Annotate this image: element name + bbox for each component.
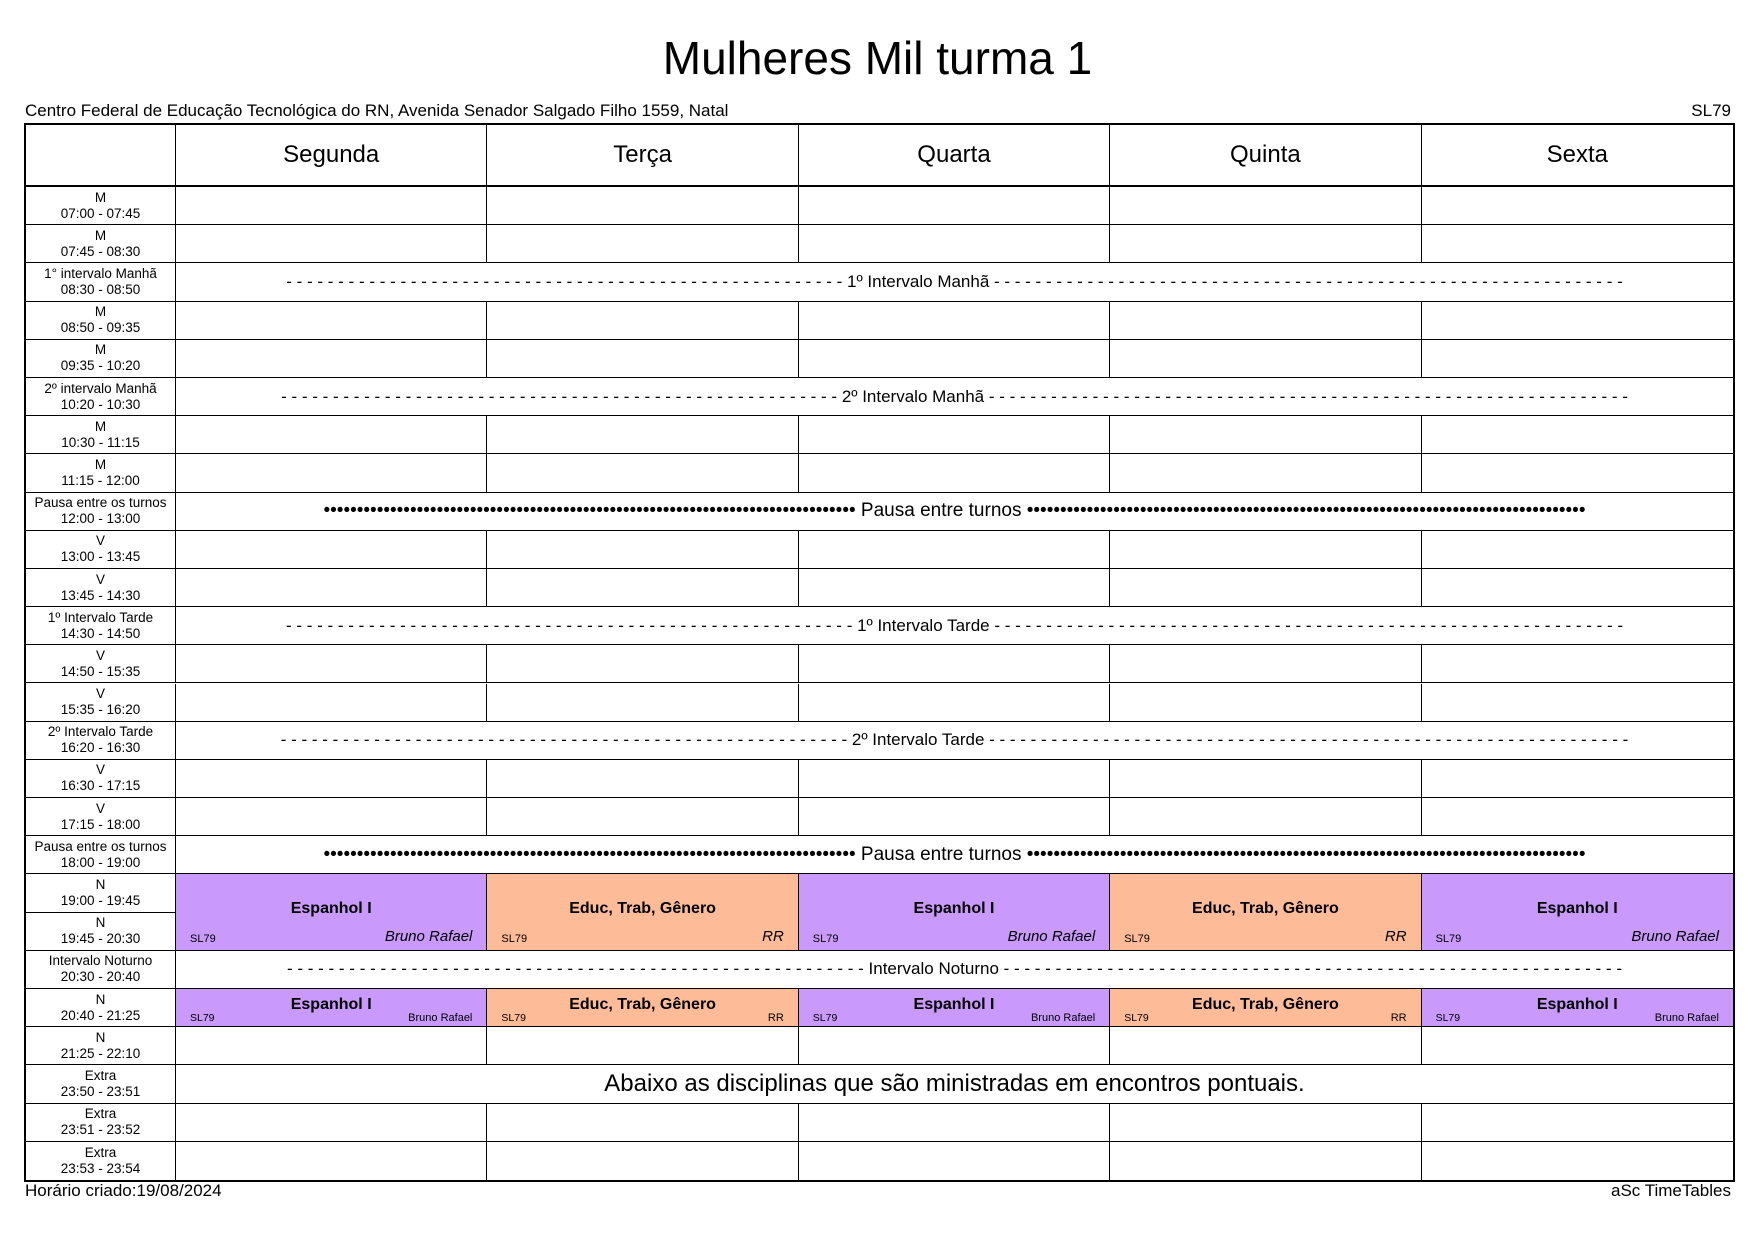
day-header: Terça [487, 125, 798, 187]
period-time: 21:25 - 22:10 [60, 1045, 141, 1061]
period-time: 07:00 - 07:45 [60, 205, 141, 221]
period-time: 15:35 - 16:20 [60, 702, 141, 718]
lesson-teacher: Bruno Rafael [384, 927, 473, 945]
lesson-room: SL79 [1435, 1012, 1461, 1025]
timetable-cell [799, 225, 1110, 263]
period-name: M [94, 418, 107, 434]
period-time: 13:45 - 14:30 [60, 587, 141, 603]
lesson-room: SL79 [501, 932, 528, 945]
timetable-cell [799, 760, 1110, 798]
timetable-cell [1110, 684, 1421, 722]
timetable-cell [1422, 340, 1733, 378]
lesson-teacher: RR [767, 1012, 784, 1025]
timetable-cell [1110, 340, 1421, 378]
period-name: N [95, 877, 106, 893]
timetable-cell [176, 531, 487, 569]
timetable-cell [799, 531, 1110, 569]
lesson-card[interactable] [487, 874, 798, 950]
period-name: V [95, 533, 105, 549]
timetable-cell [1110, 798, 1421, 836]
period-name: 2º intervalo Manhã [44, 380, 157, 396]
lesson-teacher: RR [1390, 1012, 1407, 1025]
timetable-cell [1110, 454, 1421, 492]
timetable-cell [799, 684, 1110, 722]
period-label [26, 569, 176, 607]
timetable-cell [1422, 1104, 1733, 1142]
timetable-cell [176, 1142, 487, 1180]
lesson-teacher: Bruno Rafael [1030, 1012, 1096, 1025]
period-name: N [95, 991, 106, 1007]
timetable-cell [176, 225, 487, 263]
timetable-cell [1422, 225, 1733, 263]
timetable-cell [799, 1027, 1110, 1065]
break-banner: - - - - - - - - - - - - - - - - - - - - - - - - - - - - - - - - - - - - - - - - - - - - - - - - - - - - - - 1º Intervalo Manhã - - - - - - - - - - - - - - - - - - - - - - - - - - - - - - - - - - - - - - - - - - - - - - - - - - - - - - - - - - - - - [176, 263, 1733, 301]
period-time: 19:00 - 19:45 [60, 893, 141, 909]
period-label [26, 951, 176, 989]
period-time: 23:51 - 23:52 [60, 1122, 141, 1138]
period-time: 20:40 - 21:25 [60, 1007, 141, 1023]
timetable-cell [1422, 187, 1733, 225]
header-corner [26, 125, 176, 187]
period-name: M [94, 456, 107, 472]
period-label [26, 1104, 176, 1142]
lesson-subject: Espanhol I [913, 900, 995, 918]
created-date: Horário criado:19/08/2024 [25, 1181, 222, 1200]
period-name: V [95, 647, 105, 663]
period-label [26, 798, 176, 836]
lesson-subject: Educ, Trab, Gênero [569, 996, 716, 1014]
period-label [26, 684, 176, 722]
period-label [26, 531, 176, 569]
period-label [26, 1142, 176, 1180]
timetable-cell [799, 645, 1110, 683]
period-name: Pausa entre os turnos [34, 838, 167, 854]
period-time: 19:45 - 20:30 [60, 931, 141, 947]
period-time: 23:50 - 23:51 [60, 1084, 141, 1100]
timetable-cell [1422, 454, 1733, 492]
lesson-room: SL79 [190, 1012, 215, 1025]
lesson-subject: Espanhol I [1536, 996, 1618, 1014]
lesson-subject: Espanhol I [290, 900, 372, 918]
period-label [26, 874, 176, 912]
period-label [26, 607, 176, 645]
period-label [26, 378, 176, 416]
period-name: N [95, 1029, 106, 1045]
timetable-cell [487, 760, 798, 798]
timetable-cell [176, 798, 487, 836]
period-name: V [95, 571, 105, 587]
period-label [26, 1065, 176, 1103]
lesson-card[interactable] [176, 989, 487, 1027]
period-time: 12:00 - 13:00 [60, 511, 141, 527]
lesson-card[interactable] [176, 874, 487, 950]
period-time: 08:30 - 08:50 [60, 281, 141, 297]
timetable-cell [487, 416, 798, 454]
period-time: 16:30 - 17:15 [60, 778, 141, 794]
school-address: Centro Federal de Educação Tecnológica do RN, Avenida Senador Salgado Filho 1559, Natal [25, 101, 729, 120]
lesson-subject: Espanhol I [1536, 900, 1618, 918]
period-time: 14:30 - 14:50 [60, 625, 141, 641]
period-label [26, 913, 176, 951]
period-name: M [94, 227, 107, 243]
timetable-cell [799, 454, 1110, 492]
timetable-cell [487, 302, 798, 340]
period-time: 13:00 - 13:45 [60, 549, 141, 565]
period-name: M [94, 304, 107, 320]
timetable-cell [1422, 302, 1733, 340]
period-label [26, 187, 176, 225]
break-banner: - - - - - - - - - - - - - - - - - - - - - - - - - - - - - - - - - - - - - - - - - - - - - - - - - - - - - - - 2º Intervalo Tarde - - - - - - - - - - - - - - - - - - - - - - - - - - - - - - - - - - - - - - - - - - - - - - - - - - - - - - - - - - - - - - [176, 722, 1733, 760]
lesson-card[interactable] [799, 989, 1110, 1027]
timetable-cell [1110, 645, 1421, 683]
timetable-cell [487, 340, 798, 378]
lesson-teacher: Bruno Rafael [1007, 927, 1096, 945]
timetable-cell [1422, 760, 1733, 798]
lesson-teacher: RR [762, 927, 784, 945]
lesson-room: SL79 [1124, 932, 1150, 945]
timetable-cell [1110, 187, 1421, 225]
timetable-cell [176, 187, 487, 225]
lesson-card[interactable] [487, 989, 798, 1027]
timetable-cell [487, 684, 798, 722]
timetable-cell [799, 187, 1110, 225]
period-time: 08:50 - 09:35 [60, 320, 141, 336]
lesson-subject: Educ, Trab, Gênero [1192, 900, 1339, 918]
room-code: SL79 [1691, 101, 1731, 120]
period-time: 14:50 - 15:35 [60, 663, 141, 679]
lesson-card[interactable] [1110, 989, 1421, 1027]
period-name: N [95, 915, 106, 931]
period-label [26, 760, 176, 798]
timetable-cell [799, 1104, 1110, 1142]
timetable-cell [176, 684, 487, 722]
period-label [26, 645, 176, 683]
lesson-room: SL79 [1124, 1012, 1149, 1025]
timetable-cell [487, 569, 798, 607]
day-header: Sexta [1422, 125, 1733, 187]
period-label [26, 263, 176, 301]
timetable-cell [1110, 225, 1421, 263]
page-title: Mulheres Mil turma 1 [662, 32, 1093, 84]
timetable-cell [176, 760, 487, 798]
lesson-subject: Espanhol I [290, 996, 372, 1014]
timetable-cell [176, 340, 487, 378]
day-header: Segunda [176, 125, 487, 187]
timetable-cell [1110, 531, 1421, 569]
period-label [26, 989, 176, 1027]
period-time: 18:00 - 19:00 [60, 854, 141, 870]
period-time: 10:20 - 10:30 [60, 396, 141, 412]
period-label [26, 302, 176, 340]
lesson-card[interactable] [1422, 874, 1733, 950]
lesson-teacher: Bruno Rafael [1631, 927, 1719, 945]
timetable-cell [1110, 416, 1421, 454]
period-name: V [95, 686, 105, 702]
break-banner: •••••••••••••••••••••••••••••••••••••••••••••••••••••••••••••••••••••••••••••••• Pausa entre turnos •••••••••••••••••••••••••••••••••••••••••••••••••••••••••••••••••••••••••••••••••••• [176, 836, 1733, 874]
period-name: 2º Intervalo Tarde [47, 724, 154, 740]
period-name: Extra [84, 1068, 117, 1084]
period-name: Extra [84, 1106, 117, 1122]
break-banner: - - - - - - - - - - - - - - - - - - - - - - - - - - - - - - - - - - - - - - - - - - - - - - - - - - - - - - - - Intervalo Noturno - - - - - - - - - - - - - - - - - - - - - - - - - - - - - - - - - - - - - - - - - - - - - - - - - - - - - - - - - - - - [176, 951, 1733, 989]
period-label [26, 340, 176, 378]
timetable-cell [1422, 645, 1733, 683]
break-banner: •••••••••••••••••••••••••••••••••••••••••••••••••••••••••••••••••••••••••••••••• Pausa entre turnos •••••••••••••••••••••••••••••••••••••••••••••••••••••••••••••••••••••••••••••••••••• [176, 493, 1733, 531]
lesson-teacher: Bruno Rafael [408, 1012, 473, 1025]
period-time: 09:35 - 10:20 [60, 358, 141, 374]
timetable-cell [1110, 1142, 1421, 1180]
timetable-cell [1422, 1027, 1733, 1065]
timetable-cell [1422, 1142, 1733, 1180]
timetable-cell [799, 302, 1110, 340]
timetable-cell [1110, 569, 1421, 607]
period-time: 11:15 - 12:00 [61, 472, 140, 488]
period-name: 1º Intervalo Tarde [47, 609, 154, 625]
period-name: Extra [84, 1144, 117, 1160]
break-banner: - - - - - - - - - - - - - - - - - - - - - - - - - - - - - - - - - - - - - - - - - - - - - - - - - - - - - - 2º Intervalo Manhã - - - - - - - - - - - - - - - - - - - - - - - - - - - - - - - - - - - - - - - - - - - - - - - - - - - - - - - - - - - - - - [176, 378, 1733, 416]
timetable-cell [1110, 1104, 1421, 1142]
lesson-room: SL79 [190, 932, 216, 945]
timetable-cell [487, 798, 798, 836]
timetable-cell [487, 645, 798, 683]
timetable-cell [799, 569, 1110, 607]
lesson-room: SL79 [812, 932, 839, 945]
lesson-teacher: Bruno Rafael [1654, 1012, 1719, 1025]
break-banner: Abaixo as disciplinas que são ministradas em encontros pontuais. [176, 1065, 1733, 1103]
lesson-teacher: RR [1384, 927, 1407, 945]
timetable-cell [799, 340, 1110, 378]
lesson-subject: Educ, Trab, Gênero [569, 900, 716, 918]
timetable-cell [487, 1104, 798, 1142]
timetable-cell [1110, 760, 1421, 798]
timetable-cell [176, 569, 487, 607]
timetable-cell [799, 416, 1110, 454]
period-name: V [95, 800, 105, 816]
period-time: 16:20 - 16:30 [60, 740, 141, 756]
timetable-cell [487, 1027, 798, 1065]
period-name: Intervalo Noturno [48, 953, 153, 969]
timetable-cell [1422, 798, 1733, 836]
lesson-card[interactable] [799, 874, 1110, 950]
period-label [26, 836, 176, 874]
timetable-cell [1110, 1027, 1421, 1065]
period-label [26, 493, 176, 531]
period-time: 17:15 - 18:00 [60, 816, 141, 832]
period-time: 20:30 - 20:40 [60, 969, 141, 985]
lesson-card[interactable] [1422, 989, 1733, 1027]
timetable-cell [487, 1142, 798, 1180]
period-name: Pausa entre os turnos [34, 495, 167, 511]
period-time: 07:45 - 08:30 [60, 243, 141, 259]
lesson-subject: Educ, Trab, Gênero [1192, 996, 1339, 1014]
timetable-grid [24, 123, 1735, 1182]
timetable-cell [176, 416, 487, 454]
timetable-cell [487, 225, 798, 263]
period-time: 23:53 - 23:54 [60, 1160, 141, 1176]
timetable-cell [487, 531, 798, 569]
period-label [26, 722, 176, 760]
timetable-cell [799, 1142, 1110, 1180]
period-label [26, 1027, 176, 1065]
timetable-cell [176, 1027, 487, 1065]
day-header: Quarta [799, 125, 1110, 187]
timetable-cell [176, 302, 487, 340]
lesson-room: SL79 [501, 1012, 526, 1025]
lesson-subject: Espanhol I [913, 996, 995, 1014]
timetable-cell [1110, 302, 1421, 340]
period-label [26, 454, 176, 492]
timetable-cell [1422, 684, 1733, 722]
timetable-cell [1422, 416, 1733, 454]
timetable-cell [176, 1104, 487, 1142]
lesson-room: SL79 [1435, 932, 1462, 945]
period-name: M [94, 189, 107, 205]
day-header: Quinta [1110, 125, 1421, 187]
timetable-cell [176, 645, 487, 683]
timetable-cell [1422, 531, 1733, 569]
timetable-cell [799, 798, 1110, 836]
break-banner: - - - - - - - - - - - - - - - - - - - - - - - - - - - - - - - - - - - - - - - - - - - - - - - - - - - - - - - 1º Intervalo Tarde - - - - - - - - - - - - - - - - - - - - - - - - - - - - - - - - - - - - - - - - - - - - - - - - - - - - - - - - - - - - - [176, 607, 1733, 645]
period-time: 10:30 - 11:15 [61, 434, 140, 450]
software-credit: aSc TimeTables [1611, 1181, 1731, 1200]
lesson-card[interactable] [1110, 874, 1421, 950]
lesson-room: SL79 [812, 1012, 838, 1025]
period-name: M [94, 342, 107, 358]
period-label [26, 225, 176, 263]
period-name: 1° intervalo Manhã [44, 265, 157, 281]
timetable-cell [487, 187, 798, 225]
timetable-cell [1422, 569, 1733, 607]
timetable-cell [487, 454, 798, 492]
period-label [26, 416, 176, 454]
period-name: V [95, 762, 105, 778]
timetable-cell [176, 454, 487, 492]
